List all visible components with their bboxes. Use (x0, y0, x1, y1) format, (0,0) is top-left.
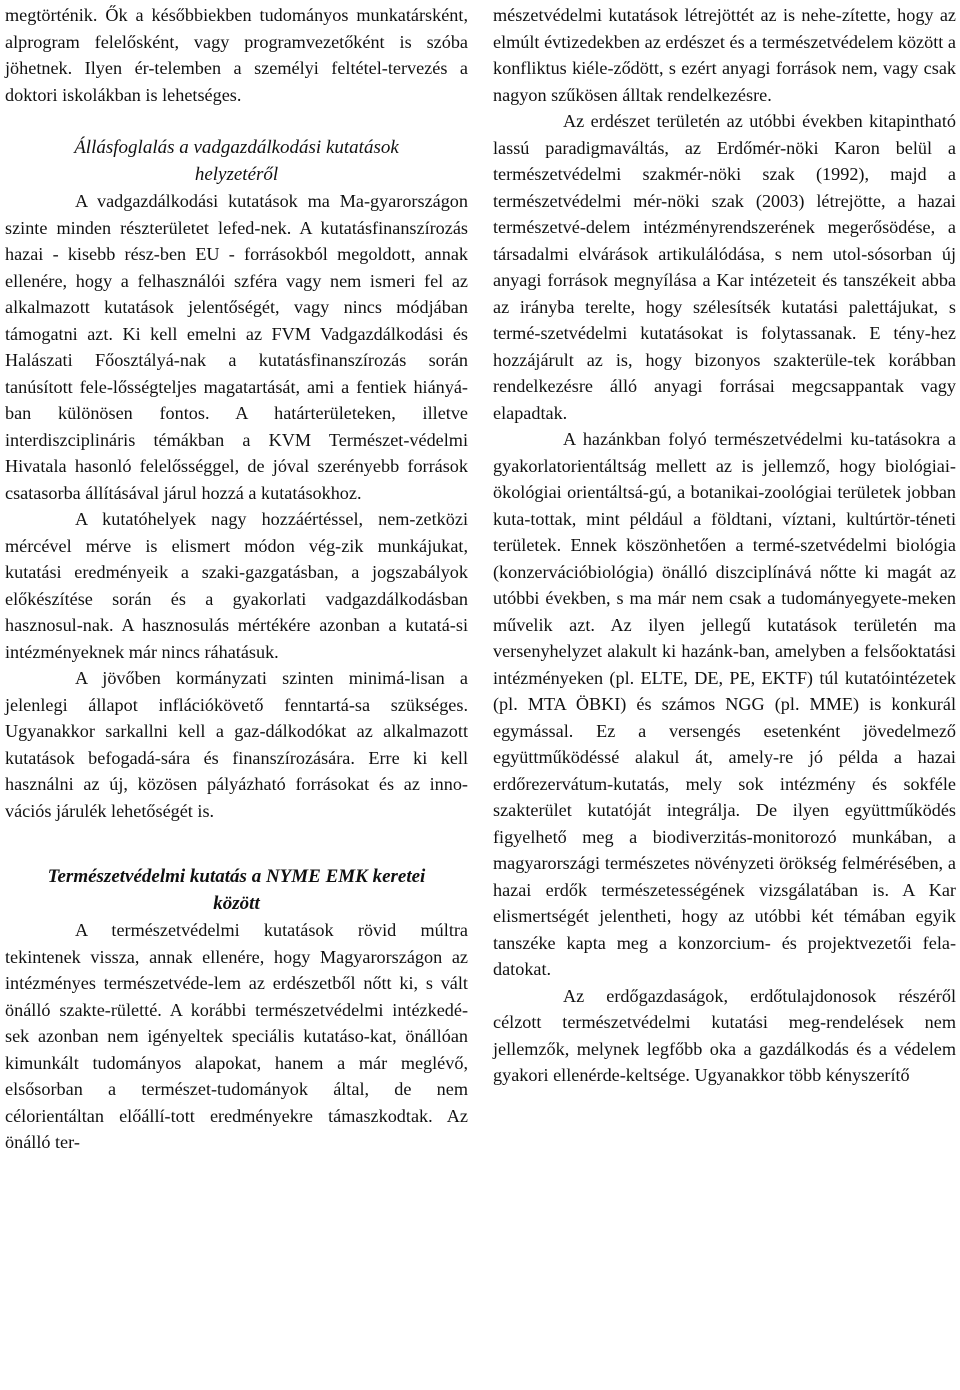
paragraph: Az erdőgazdaságok, erdőtulajdonosok részéről célzott természetvédelmi kutatási meg-rendelések nem jellemzők, melynek legfőbb oka a gazdálkodás és a védelem gyakori ellenérde-keltsége. Ugyanakkor több kényszerítő (493, 985, 956, 1085)
left-column (5, 2, 468, 1156)
paragraph: A kutatóhelyek nagy hozzáértéssel, nem-zetközi mércével mérve is elismert módon vég-zik munkájukat, kutatási eredményeik a szaki-gazgatásban, a jogszabályok előkészítése során és a gyakorlati vadgazdálkodásban hasznosul-nak. A hasznosulás mértékére azonban a kutatá-si intézményeknek már nincs ráhatásuk. (5, 509, 468, 662)
right-column (493, 2, 956, 1089)
section-heading-game-management: Állásfoglalás a vadgazdálkodási kutatások helyzetéről (74, 137, 399, 185)
paragraph: A vadgazdálkodási kutatások ma Ma-gyarországon szinte minden részterületet lefed-nek. A kutatásfinanszírozás hazai - kisebb rész-ben EU - forrásokból megoldott, annak ellenére, hogy a felhasználói szféra vagy nem ismeri fel az alkalmazott kutatások jelentőségét, vagy nincs módjában támogatni azt. Ki kell emelni az FVM Vadgazdálkodási és Halászati Főosztályá-nak a kutatásfinanszírozás során tanúsított fele-lősségteljes magatartását, ami a fentiek hiányá-ban különösen fontos. A határterületeken, illetve interdiszciplináris témákban a KVM Természet-védelmi Hivatala hasonló felelősséggel, de jóval szerényebb források csatasorba állításával járul hozzá a kutatásokhoz. (5, 191, 468, 503)
paragraph: A hazánkban folyó természetvédelmi ku-tatásokra a gyakorlatorientáltság mellett az is jellemző, hogy biológiai-ökológiai orientáltsá-gú, a botanikai-zoológiai területek jobban kuta-tottak, mint például a földtani, víztani, kultúrtör-téneti területek. Ennek köszönhetően a termé-szetvédelmi biológia (konzervációbiológia) önálló diszciplínává nőtte ki magát az utóbbi években, s ma már nem csak a tudományegyete-meken művelik azt. Az ilyen jellegű kutatások területén ma versenyhelyzet alakult ki hazánk-ban, amelyben a felsőoktatási intézményeken (pl. ELTE, DE, PE, EKTF) túl kutatóintézetek (pl. MTA ÖBKI) és számos NGG (pl. MME) is konkurál egymással. Ez a versengés esetenként jövedelmező együttműködéssé alakul át, amely-re jó példa a hazai erdőrezervátum-kutatás, mely sok intézmény és sokféle szakterület kutatóját integrálja. De ilyen együttműködés figyelhető meg a biodiverzitás-monitorozó munkában, a magyarországi természetes növényzeti örökség felmérésében, a hazai erdők természetességének vizsgálatában is. A Kar elismertségét jelentheti, hogy az utóbbi két témában egyik tanszéke kapta meg a konzorcium- és projektvezetői fela-datokat. (493, 429, 956, 979)
paragraph-continuation: mészetvédelmi kutatások létrejöttét az is nehe-zítette, hogy az elmúlt évtizedekben az erdészet és a természetvédelem között a konfliktus kiéle-ződött, s ezért anyagi források nem, vagy csak nagyon szűkösen álltak rendelkezésre. (493, 5, 956, 105)
paragraph: A jövőben kormányzati szinten minimá-lisan a jelenlegi állapot inflációkövető fenntartá-sa szükséges. Ugyanakkor sarkallni kell a gaz-dálkodókat az alkalmazott kutatások befogadá-sára és finanszírozására. Erre ki kell használni az új, közösen pályázható forrásokat és az inno-vációs járulék lehetőségét is. (5, 668, 468, 821)
paragraph-continuation: megtörténik. Ők a későbbiekben tudományos munkatársként, alprogram felelősként, vagy programvezetőként is szóba jöhetnek. Ilyen ér-telemben a személyi feltétel-tervezés a doktori iskolákban is lehetséges. (5, 5, 468, 105)
paragraph: Az erdészet területén az utóbbi években kitapintható lassú paradigmaváltás, az Erdőmér-nöki Karon belül a természetvédelmi szakmér-nöki szak (1992), majd a természetvédelmi mér-nöki szak (2003) létrejötte, a hazai természetvé-delem intézményrendszerének megerősödése, a társadalmi elvárások artikulálódása, s nem utol-sósorban új anyagi források megnyílása a Kar intézeteit és tanszékeit abba az irányba terelte, hogy szélesítsék kutatási palettájukat, s termé-szetvédelmi kutatásokat is folytassanak. E tény-hez hozzájárult az is, hogy bizonyos szakterüle-tek korábban rendelkezésre álló anyagi forrásai megcsappantak vagy elapadtak. (493, 111, 956, 423)
section-heading-nature-conservation: Természetvédelmi kutatás a NYME EMK keretei között (47, 866, 426, 914)
paragraph: A természetvédelmi kutatások rövid múltra tekintenek vissza, annak ellenére, hogy Magyarországon az intézményes természetvéde-lem az erdészetből nőtt ki, s vált önálló szakte-rületté. A korábbi természetvédelmi intézkedé-sek azonban nem igényeltek speciális kutatáso-kat, önállóan kimunkált tudományos alapokat, hanem a már meglévő, elsősorban a természet-tudományok által, de nem célorientáltan előállí-tott eredményekre támaszkodtak. Az önálló ter- (5, 920, 468, 1152)
